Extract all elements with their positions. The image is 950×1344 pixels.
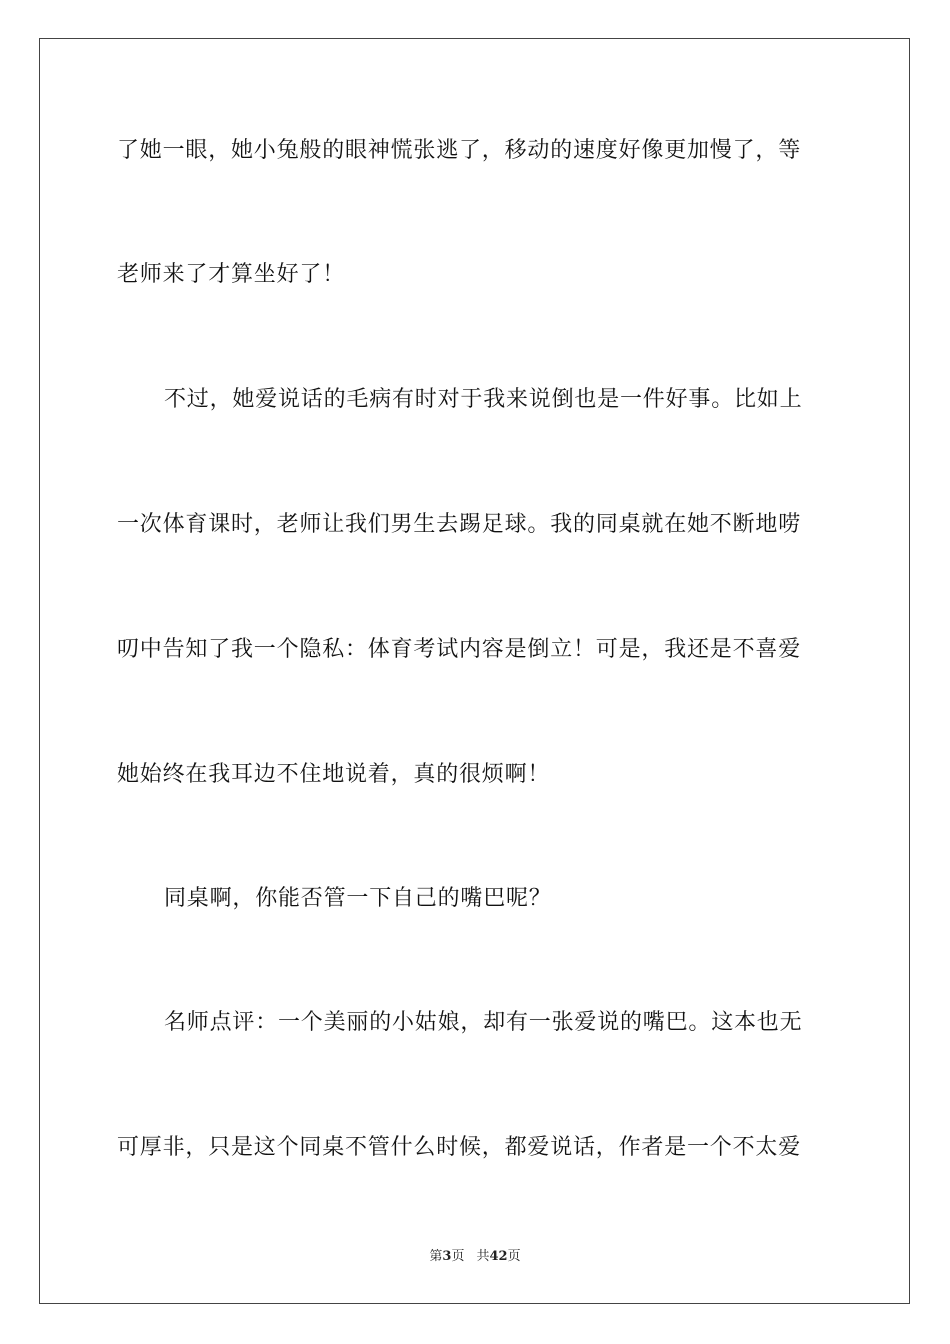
page-prefix: 第 <box>429 1249 443 1264</box>
text-line-4: 一次体育课时，老师让我们男生去踢足球。我的同桌就在她不断地唠 <box>117 512 802 537</box>
text-line-9: 可厚非，只是这个同桌不管什么时候，都爱说话，作者是一个不太爱 <box>117 1135 802 1160</box>
page-number: 3 <box>442 1249 452 1264</box>
page-footer <box>0 1248 950 1266</box>
text-line-2: 老师来了才算坐好了！ <box>117 262 346 287</box>
text-line-8: 名师点评：一个美丽的小姑娘，却有一张爱说的嘴巴。这本也无 <box>164 1010 803 1035</box>
text-line-5: 叨中告知了我一个隐私：体育考试内容是倒立！可是，我还是不喜爱 <box>117 637 802 662</box>
page-suffix: 页 <box>451 1249 465 1264</box>
text-line-3: 不过，她爱说话的毛病有时对于我来说倒也是一件好事。比如上 <box>164 387 803 412</box>
text-line-7: 同桌啊，你能否管一下自己的嘴巴呢？ <box>164 886 552 911</box>
total-suffix: 页 <box>507 1249 521 1264</box>
text-line-6: 她始终在我耳边不住地说着，真的很烦啊！ <box>117 762 551 787</box>
total-prefix: 共 <box>476 1249 490 1264</box>
page-border <box>39 38 910 1304</box>
text-line-1: 了她一眼，她小兔般的眼神慌张逃了，移动的速度好像更加慢了，等 <box>117 138 802 163</box>
total-pages: 42 <box>489 1249 508 1264</box>
